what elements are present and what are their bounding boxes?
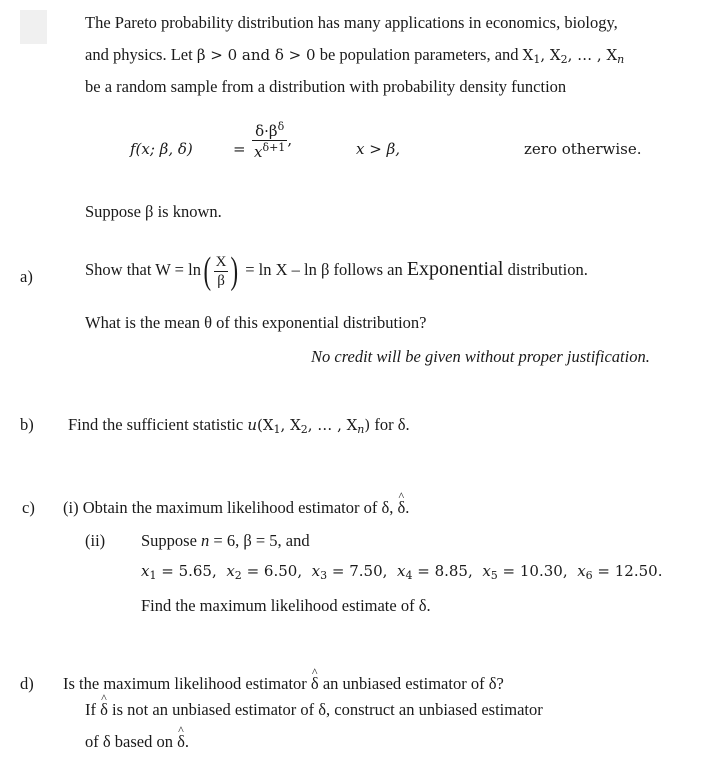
sample-value-x1: $x_1 = 5.65$, — [141, 562, 217, 582]
sample-value-x6: $x_6 = 12.50$. — [577, 562, 663, 582]
part-c-find-text: Find the maximum likelihood estimate of δ. — [141, 596, 431, 615]
sample-value-x5: $x_5 = 10.30$, — [482, 562, 568, 582]
justification-note: No credit will be given without proper justification. — [311, 347, 650, 366]
part-c-label: c) — [22, 498, 35, 517]
part-a-show-line: Show that W = ln( $\frac{X}{\beta}$ ) = ln X – ln β follows an Exponential distribution. — [85, 250, 588, 292]
sample-value-x2: $x_2 = 6.50$, — [226, 562, 303, 582]
suppose-line: Suppose β is known. — [85, 202, 222, 221]
part-c-ii-label: (ii) — [85, 531, 106, 550]
intro-line-2: and physics. Let β > 0 and δ > 0 be population parameters, and $X_1$, $X_2$, … , $X_n$ — [85, 45, 625, 66]
part-a-label: a) — [20, 267, 33, 286]
pdf-condition: x > β, — [356, 140, 401, 158]
sample-value-x3: $x_3 = 7.50$, — [311, 562, 388, 582]
corner-mark — [20, 10, 47, 44]
pdf-lhs: f(x; β, δ) — [130, 140, 193, 158]
part-c-i-text: (i) Obtain the maximum likelihood estimator of δ, ^ δ. — [63, 498, 409, 518]
part-d-line-1: Is the maximum likelihood estimator ^ δ an unbiased estimator of δ? — [63, 674, 504, 694]
part-b-label: b) — [20, 415, 34, 434]
part-a-mean-question: What is the mean θ of this exponential distribution? — [85, 313, 427, 332]
part-d-label: d) — [20, 674, 34, 693]
pdf-equals: = — [233, 140, 246, 158]
sample-values-line — [141, 562, 663, 580]
sample-value-x4: $x_4 = 8.85$, — [396, 562, 473, 582]
part-d-line-2: If ^ δ is not an unbiased estimator of δ, construct an unbiased estimator — [85, 700, 543, 720]
pdf-fraction: $\frac{\delta\cdot\beta^\delta}{x^{\delta+1}}$ , — [254, 120, 293, 161]
intro-line-3: be a random sample from a distribution with probability density function — [85, 77, 567, 96]
intro-line-1: The Pareto probability distribution has many applications in economics, biology, — [85, 13, 618, 32]
pdf-otherwise: zero otherwise. — [524, 140, 642, 158]
part-c-ii-suppose: Suppose n = 6, β = 5, and — [141, 531, 310, 550]
part-d-line-3: of δ based on ^ δ. — [85, 732, 189, 752]
part-b-text: Find the sufficient statistic $u(X_1$, $X_2$, … , $X_n$) for δ. — [68, 415, 410, 436]
